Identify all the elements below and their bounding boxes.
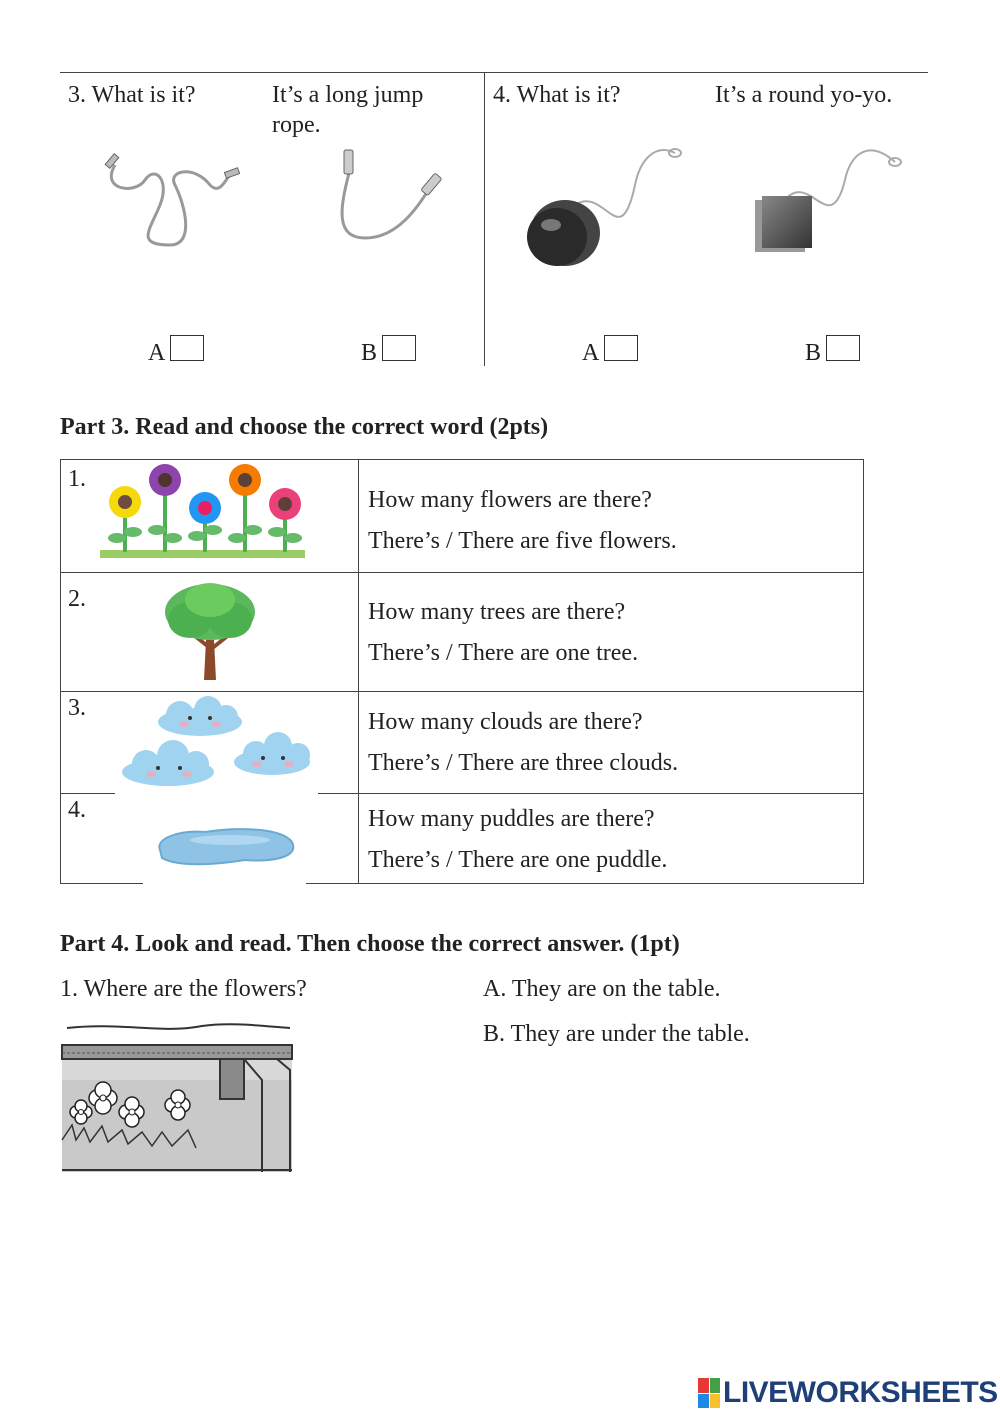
part4-option-b[interactable]: B. They are under the table. [483, 1021, 750, 1047]
q4-option-a-label: A [582, 340, 600, 366]
q4-question: 4. What is it? [493, 82, 621, 108]
row-number: 2. [68, 586, 86, 612]
part4-heading: Part 4. Look and read. Then choose the correct answer. (1pt) [60, 931, 680, 957]
liveworksheets-logo[interactable] [698, 1376, 998, 1410]
row-question: How many clouds are there? [368, 709, 643, 735]
column-divider [484, 72, 485, 366]
tangled-rope-image [95, 150, 245, 260]
tree-image [160, 580, 260, 682]
logo-square [698, 1378, 709, 1393]
row-number: 4. [68, 797, 86, 823]
q3-option-a-checkbox[interactable] [170, 335, 204, 361]
q3-answer-line1: It’s a long jump [272, 82, 424, 108]
round-yoyo-image [525, 145, 685, 265]
row-number: 3. [68, 695, 86, 721]
q4-option-b-checkbox[interactable] [826, 335, 860, 361]
logo-square [710, 1378, 721, 1393]
top-rule [60, 72, 928, 73]
part3-heading: Part 3. Read and choose the correct word (2pts) [60, 414, 549, 440]
q3-option-b-label: B [361, 340, 378, 366]
part3-row-divider [60, 691, 864, 692]
row-question: How many trees are there? [368, 599, 626, 625]
row-answer-choice[interactable]: There’s / There are five flowers. [368, 528, 677, 554]
logo-mark-icon [698, 1378, 720, 1408]
logo-square [698, 1394, 709, 1409]
flowers-under-table-image [62, 1020, 292, 1172]
part3-col-divider [358, 459, 359, 884]
puddle-image [150, 820, 300, 870]
q4-option-b-label: B [805, 340, 822, 366]
part4-option-a[interactable]: A. They are on the table. [483, 976, 721, 1002]
row-answer-choice[interactable]: There’s / There are one puddle. [368, 847, 668, 873]
row-answer-choice[interactable]: There’s / There are three clouds. [368, 750, 679, 776]
q3-option-b-checkbox[interactable] [382, 335, 416, 361]
square-yoyo-image [750, 140, 910, 260]
row-question: How many flowers are there? [368, 487, 652, 513]
logo-text: LIVEWORKSHEETS [723, 1376, 998, 1409]
row-answer-choice[interactable]: There’s / There are one tree. [368, 640, 639, 666]
q3-question: 3. What is it? [68, 82, 196, 108]
q3-answer-line2: rope. [272, 112, 321, 138]
clouds-image [118, 700, 318, 795]
q3-option-a-label: A [148, 340, 166, 366]
image-mask [143, 876, 306, 892]
row-question: How many puddles are there? [368, 806, 655, 832]
long-rope-image [325, 148, 455, 248]
part4-question: 1. Where are the flowers? [60, 976, 307, 1002]
logo-square [710, 1394, 721, 1409]
part3-row-divider [60, 572, 864, 573]
row-number: 1. [68, 466, 86, 492]
q4-option-a-checkbox[interactable] [604, 335, 638, 361]
flowers-image [100, 460, 310, 568]
q4-answer: It’s a round yo-yo. [715, 82, 893, 108]
